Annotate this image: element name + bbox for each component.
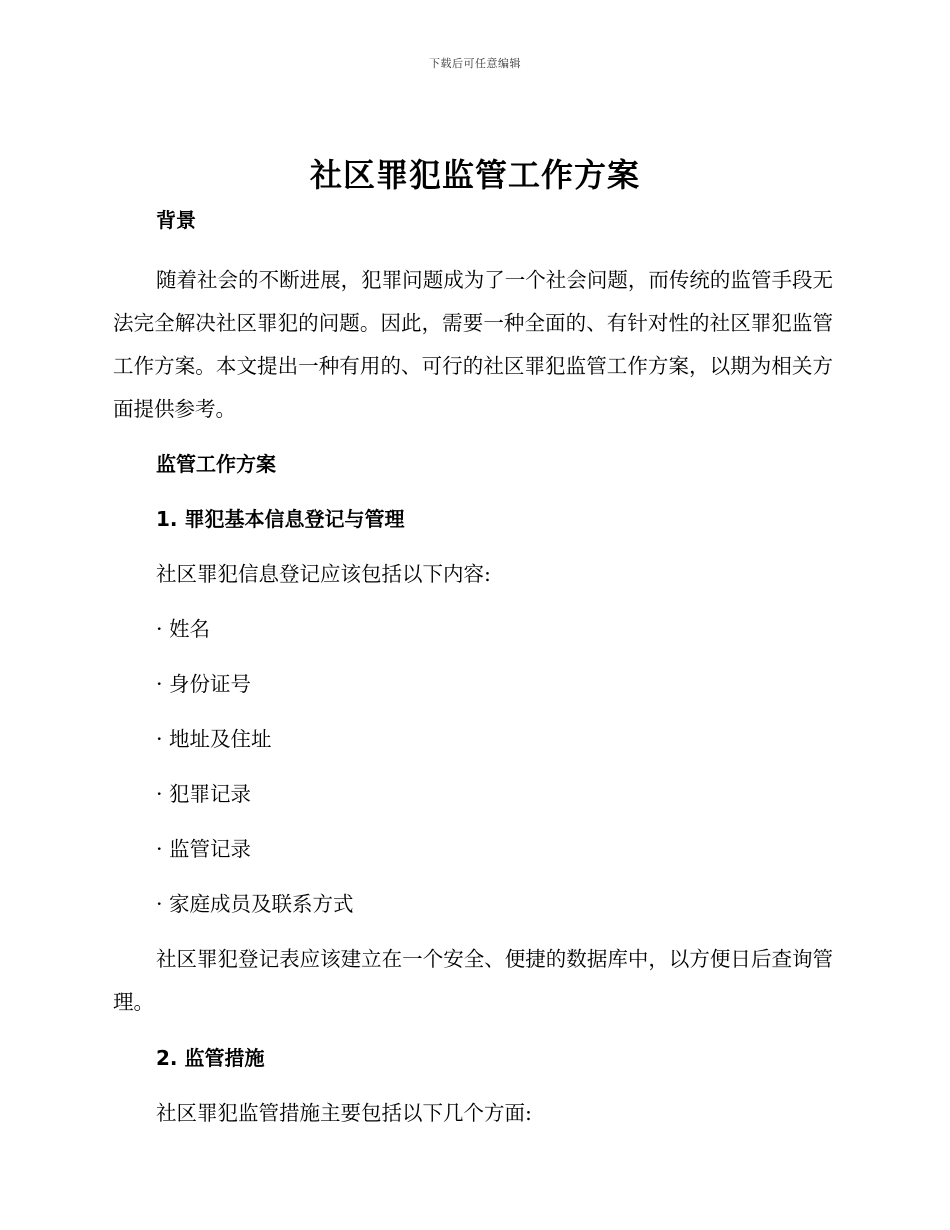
list-item-name: · 姓名: [156, 617, 211, 641]
list-item-address: · 地址及住址: [156, 727, 272, 751]
section-1-intro: 社区罪犯信息登记应该包括以下内容:: [156, 562, 491, 586]
section-1-heading: 1. 罪犯基本信息登记与管理: [156, 507, 405, 531]
list-item-supervision-record: · 监管记录: [156, 837, 252, 861]
document-title: 社区罪犯监管工作方案: [309, 156, 640, 194]
document-body: [113, 206, 833, 1127]
header-note: 下载后可任意编辑: [429, 57, 521, 70]
list-item-family-contacts: · 家庭成员及联系方式: [156, 892, 354, 916]
list-item-id-number: · 身份证号: [156, 672, 252, 696]
background-paragraph: 随着社会的不断进展，犯罪问题成为了一个社会问题，而传统的监管手段无法完全解决社区罪犯的问题。因此，需要一种全面的、有针对性的社区罪犯监管工作方案。本文提出一种有用的、可行的社区罪犯监管工作方案，以期为相关方面提供参考。: [113, 268, 833, 421]
section-2-heading: 2. 监管措施: [156, 1046, 265, 1070]
background-heading: 背景: [156, 208, 196, 232]
list-item-criminal-record: · 犯罪记录: [156, 782, 252, 806]
section-2-intro: 社区罪犯监管措施主要包括以下几个方面:: [156, 1101, 532, 1125]
section-1-closing: 社区罪犯登记表应该建立在一个安全、便捷的数据库中，以方便日后查询管理。: [113, 947, 833, 1014]
plan-heading: 监管工作方案: [156, 452, 276, 476]
